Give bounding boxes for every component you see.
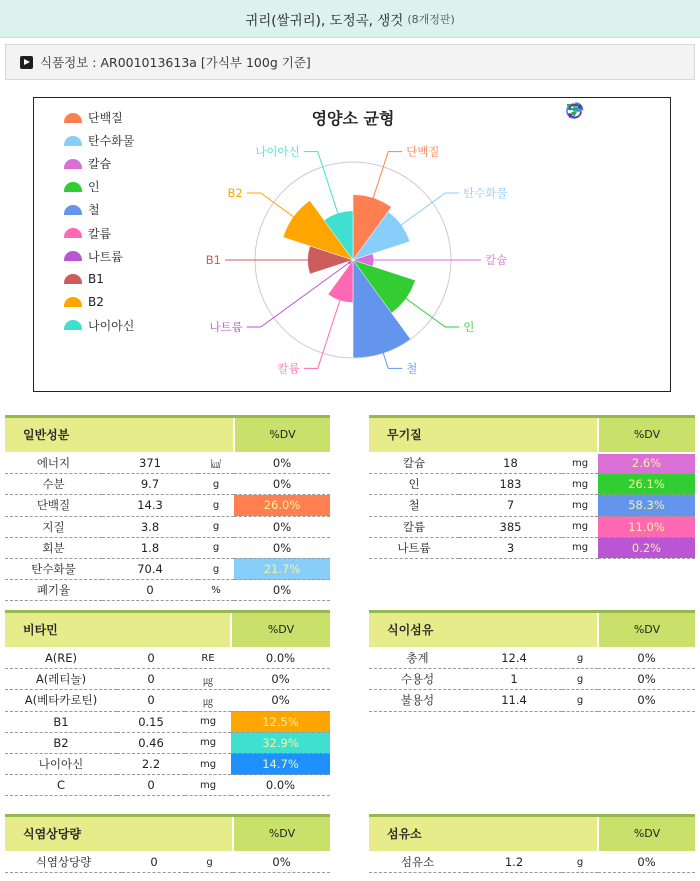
nutrient-unit: g: [186, 852, 233, 873]
filter-icon[interactable]: [593, 102, 615, 122]
legend-label: 인: [88, 180, 100, 195]
general-dv-header: %DV: [234, 417, 330, 453]
table-row: [5, 690, 330, 711]
legend-swatch: [64, 297, 82, 307]
legend-item[interactable]: [64, 314, 134, 337]
salt-dv-header: %DV: [233, 816, 330, 852]
chart-legend: [64, 106, 134, 337]
legend-swatch: [64, 182, 82, 192]
legend-item[interactable]: [64, 291, 134, 314]
legend-item[interactable]: [64, 152, 134, 175]
nutrient-name: 회분: [5, 537, 102, 558]
nutrient-value: 183: [459, 474, 562, 495]
nutrient-unit: mg: [185, 775, 231, 796]
rose-label: 인: [463, 320, 475, 335]
nutrient-dv: 0.2%: [598, 537, 695, 558]
salt-header: 식염상당량: [5, 816, 233, 852]
nutrient-dv: 0%: [231, 690, 330, 711]
table-row: [5, 648, 330, 669]
table-row: [5, 580, 330, 601]
nutrient-value: 0.15: [117, 711, 185, 732]
fiber-table: [369, 610, 695, 712]
legend-swatch: [64, 251, 82, 261]
nutrient-value: 0: [122, 852, 186, 873]
table-row: [369, 852, 695, 873]
nutrient-dv: 26.0%: [234, 495, 330, 516]
nutrient-value: 385: [459, 516, 562, 537]
nutrient-dv: 0%: [234, 580, 330, 601]
nutrient-unit: ㎉: [198, 453, 234, 474]
nutrient-name: 탄수화물: [5, 558, 102, 579]
nutrient-unit: g: [562, 669, 598, 690]
legend-item[interactable]: [64, 198, 134, 221]
nutrient-unit: %: [198, 580, 234, 601]
fiber2-header: 섬유소: [369, 816, 598, 852]
table-row: [5, 753, 330, 774]
nutrient-name: 칼슘: [369, 453, 459, 474]
table-row: [5, 852, 330, 873]
rose-label: 나트륨: [209, 320, 243, 335]
nutrient-dv: 0%: [231, 669, 330, 690]
table-row: [5, 775, 330, 796]
nutrient-unit: g: [198, 474, 234, 495]
table-row: [5, 474, 330, 495]
rose-label: 탄수화물: [463, 185, 508, 200]
rose-label: B2: [227, 185, 243, 200]
nutrient-name: 나트륨: [369, 537, 459, 558]
nutrient-name: 폐기율: [5, 580, 102, 601]
nutrient-value: 70.4: [102, 558, 198, 579]
nutrient-dv: 0.0%: [231, 775, 330, 796]
nutrient-balance-chart: [33, 97, 671, 392]
refresh-icon[interactable]: [620, 102, 642, 122]
nutrient-unit: g: [198, 558, 234, 579]
table-row: [5, 495, 330, 516]
legend-swatch: [64, 320, 82, 330]
nutrient-value: 371: [102, 453, 198, 474]
nutrient-dv: 0%: [233, 852, 330, 873]
nutrient-unit: mg: [562, 495, 598, 516]
table-row: [369, 690, 695, 711]
nutrient-name: 섬유소: [369, 852, 466, 873]
legend-label: 탄수화물: [88, 134, 135, 149]
nutrient-dv: 0%: [234, 516, 330, 537]
vitamins-table: [5, 610, 330, 796]
nutrient-dv: 0%: [234, 537, 330, 558]
nutrient-value: 3.8: [102, 516, 198, 537]
nutrient-value: 9.7: [102, 474, 198, 495]
nutrient-value: 1: [466, 669, 562, 690]
nutrient-name: 총계: [369, 648, 466, 669]
play-icon: [20, 56, 33, 69]
table-row: [5, 453, 330, 474]
legend-item[interactable]: [64, 129, 134, 152]
nutrient-value: 0: [117, 648, 185, 669]
nutrient-unit: g: [198, 537, 234, 558]
nutrient-name: A(베타카로틴): [5, 690, 117, 711]
nutrient-value: 0: [117, 690, 185, 711]
table-row: [5, 711, 330, 732]
nutrient-unit: g: [198, 495, 234, 516]
table-row: [369, 669, 695, 690]
nutrient-value: 3: [459, 537, 562, 558]
table-row: [5, 516, 330, 537]
nutrient-name: 수분: [5, 474, 102, 495]
food-info-label: 식품정보 : AR001013613a [가식부 100g 기준]: [40, 55, 311, 70]
nutrient-name: C: [5, 775, 117, 796]
nutrient-dv: 12.5%: [231, 711, 330, 732]
nutrient-name: 식염상당량: [5, 852, 122, 873]
rose-label: 철: [406, 361, 418, 376]
nutrient-name: A(RE): [5, 648, 117, 669]
nutrient-unit: mg: [185, 732, 231, 753]
nutrient-dv: 2.6%: [598, 453, 695, 474]
nutrient-unit: ㎍: [185, 690, 231, 711]
nutrient-value: 0.46: [117, 732, 185, 753]
nutrient-unit: mg: [562, 474, 598, 495]
nutrient-value: 1.8: [102, 537, 198, 558]
nutrient-name: A(레티놀): [5, 669, 117, 690]
nutrient-dv: 0%: [598, 852, 695, 873]
nutrient-name: 철: [369, 495, 459, 516]
legend-label: 나이아신: [88, 318, 135, 333]
nutrient-name: 단백질: [5, 495, 102, 516]
table-row: [369, 516, 695, 537]
nutrient-dv: 0%: [598, 648, 695, 669]
table-row: [369, 648, 695, 669]
nutrient-name: 인: [369, 474, 459, 495]
nutrient-value: 2.2: [117, 753, 185, 774]
legend-label: 철: [88, 203, 100, 218]
vitamins-dv-header: %DV: [231, 612, 330, 648]
nutrient-unit: g: [198, 516, 234, 537]
table-row: [369, 537, 695, 558]
general-table: [5, 415, 330, 601]
page-title-bar: [0, 0, 700, 38]
nutrient-dv: 0%: [598, 690, 695, 711]
table-row: [5, 537, 330, 558]
minerals-table: [369, 415, 695, 559]
nutrient-dv: 58.3%: [598, 495, 695, 516]
general-header: 일반성분: [5, 417, 234, 453]
rose-label: 나이아신: [255, 144, 300, 159]
nutrient-value: 18: [459, 453, 562, 474]
legend-swatch: [64, 159, 82, 169]
legend-swatch: [64, 205, 82, 215]
legend-label: 칼륨: [88, 226, 112, 241]
legend-label: 나트륨: [88, 249, 123, 264]
salt-table: [5, 814, 330, 873]
chart-toolbar: [566, 102, 642, 122]
nutrient-dv: 0%: [598, 669, 695, 690]
nutrient-dv: 26.1%: [598, 474, 695, 495]
nutrient-unit: mg: [185, 711, 231, 732]
table-row: [369, 453, 695, 474]
legend-item[interactable]: [64, 175, 134, 198]
nutrient-name: 에너지: [5, 453, 102, 474]
legend-swatch: [64, 136, 82, 146]
table-row: [369, 474, 695, 495]
rose-label: B1: [205, 253, 221, 267]
nutrient-value: 12.4: [466, 648, 562, 669]
nutrient-unit: mg: [185, 753, 231, 774]
minerals-header: 무기질: [369, 417, 598, 453]
nutrient-value: 0: [117, 775, 185, 796]
legend-label: 칼슘: [88, 157, 112, 172]
legend-swatch: [64, 274, 82, 284]
nutrient-unit: mg: [562, 453, 598, 474]
table-row: [369, 495, 695, 516]
nutrient-dv: 21.7%: [234, 558, 330, 579]
nutrient-unit: g: [562, 852, 598, 873]
rose-label: 단백질: [406, 144, 440, 159]
fiber-header: 식이섬유: [369, 612, 598, 648]
legend-swatch: [64, 228, 82, 238]
page-title: 귀리(쌀귀리), 도정곡, 생것: [245, 12, 404, 29]
rose-label: 칼륨: [277, 361, 300, 376]
nutrient-value: 14.3: [102, 495, 198, 516]
rose-label: 칼슘: [485, 253, 508, 267]
legend-item[interactable]: [64, 268, 134, 291]
food-info-bar: [5, 44, 695, 80]
nutrient-value: 0: [117, 669, 185, 690]
nutrient-dv: 14.7%: [231, 753, 330, 774]
nutrient-value: 7: [459, 495, 562, 516]
table-row: [5, 732, 330, 753]
nutrient-name: 수용성: [369, 669, 466, 690]
table-row: [5, 558, 330, 579]
chart-title: 영양소 균형: [311, 109, 395, 128]
nutrient-dv: 0%: [234, 474, 330, 495]
nutrient-value: 1.2: [466, 852, 562, 873]
legend-label: B1: [88, 272, 104, 287]
nutrient-name: 나이아신: [5, 753, 117, 774]
nutrient-name: B2: [5, 732, 117, 753]
nutrient-value: 0: [102, 580, 198, 601]
nutrient-unit: RE: [185, 648, 231, 669]
nutrient-dv: 0%: [234, 453, 330, 474]
page-subtitle: (8개정판): [407, 12, 455, 26]
minerals-dv-header: %DV: [598, 417, 695, 453]
nutrient-value: 11.4: [466, 690, 562, 711]
legend-item[interactable]: [64, 221, 134, 244]
legend-item[interactable]: [64, 245, 134, 268]
nutrient-unit: mg: [562, 516, 598, 537]
vitamins-header: 비타민: [5, 612, 231, 648]
legend-label: B2: [88, 295, 104, 310]
fiber2-dv-header: %DV: [598, 816, 695, 852]
nutrient-unit: g: [562, 648, 598, 669]
nutrient-dv: 32.9%: [231, 732, 330, 753]
nutrient-unit: g: [562, 690, 598, 711]
nutrient-dv: 0.0%: [231, 648, 330, 669]
nutrient-unit: ㎍: [185, 669, 231, 690]
nutrient-name: 불용성: [369, 690, 466, 711]
legend-label: 단백질: [88, 111, 123, 126]
fiber-dv-header: %DV: [598, 612, 695, 648]
nutrient-name: 지질: [5, 516, 102, 537]
nutrient-dv: 11.0%: [598, 516, 695, 537]
nutrient-name: B1: [5, 711, 117, 732]
nutrient-name: 칼륨: [369, 516, 459, 537]
nutrient-unit: mg: [562, 537, 598, 558]
fiber2-table: [369, 814, 695, 873]
table-row: [5, 669, 330, 690]
